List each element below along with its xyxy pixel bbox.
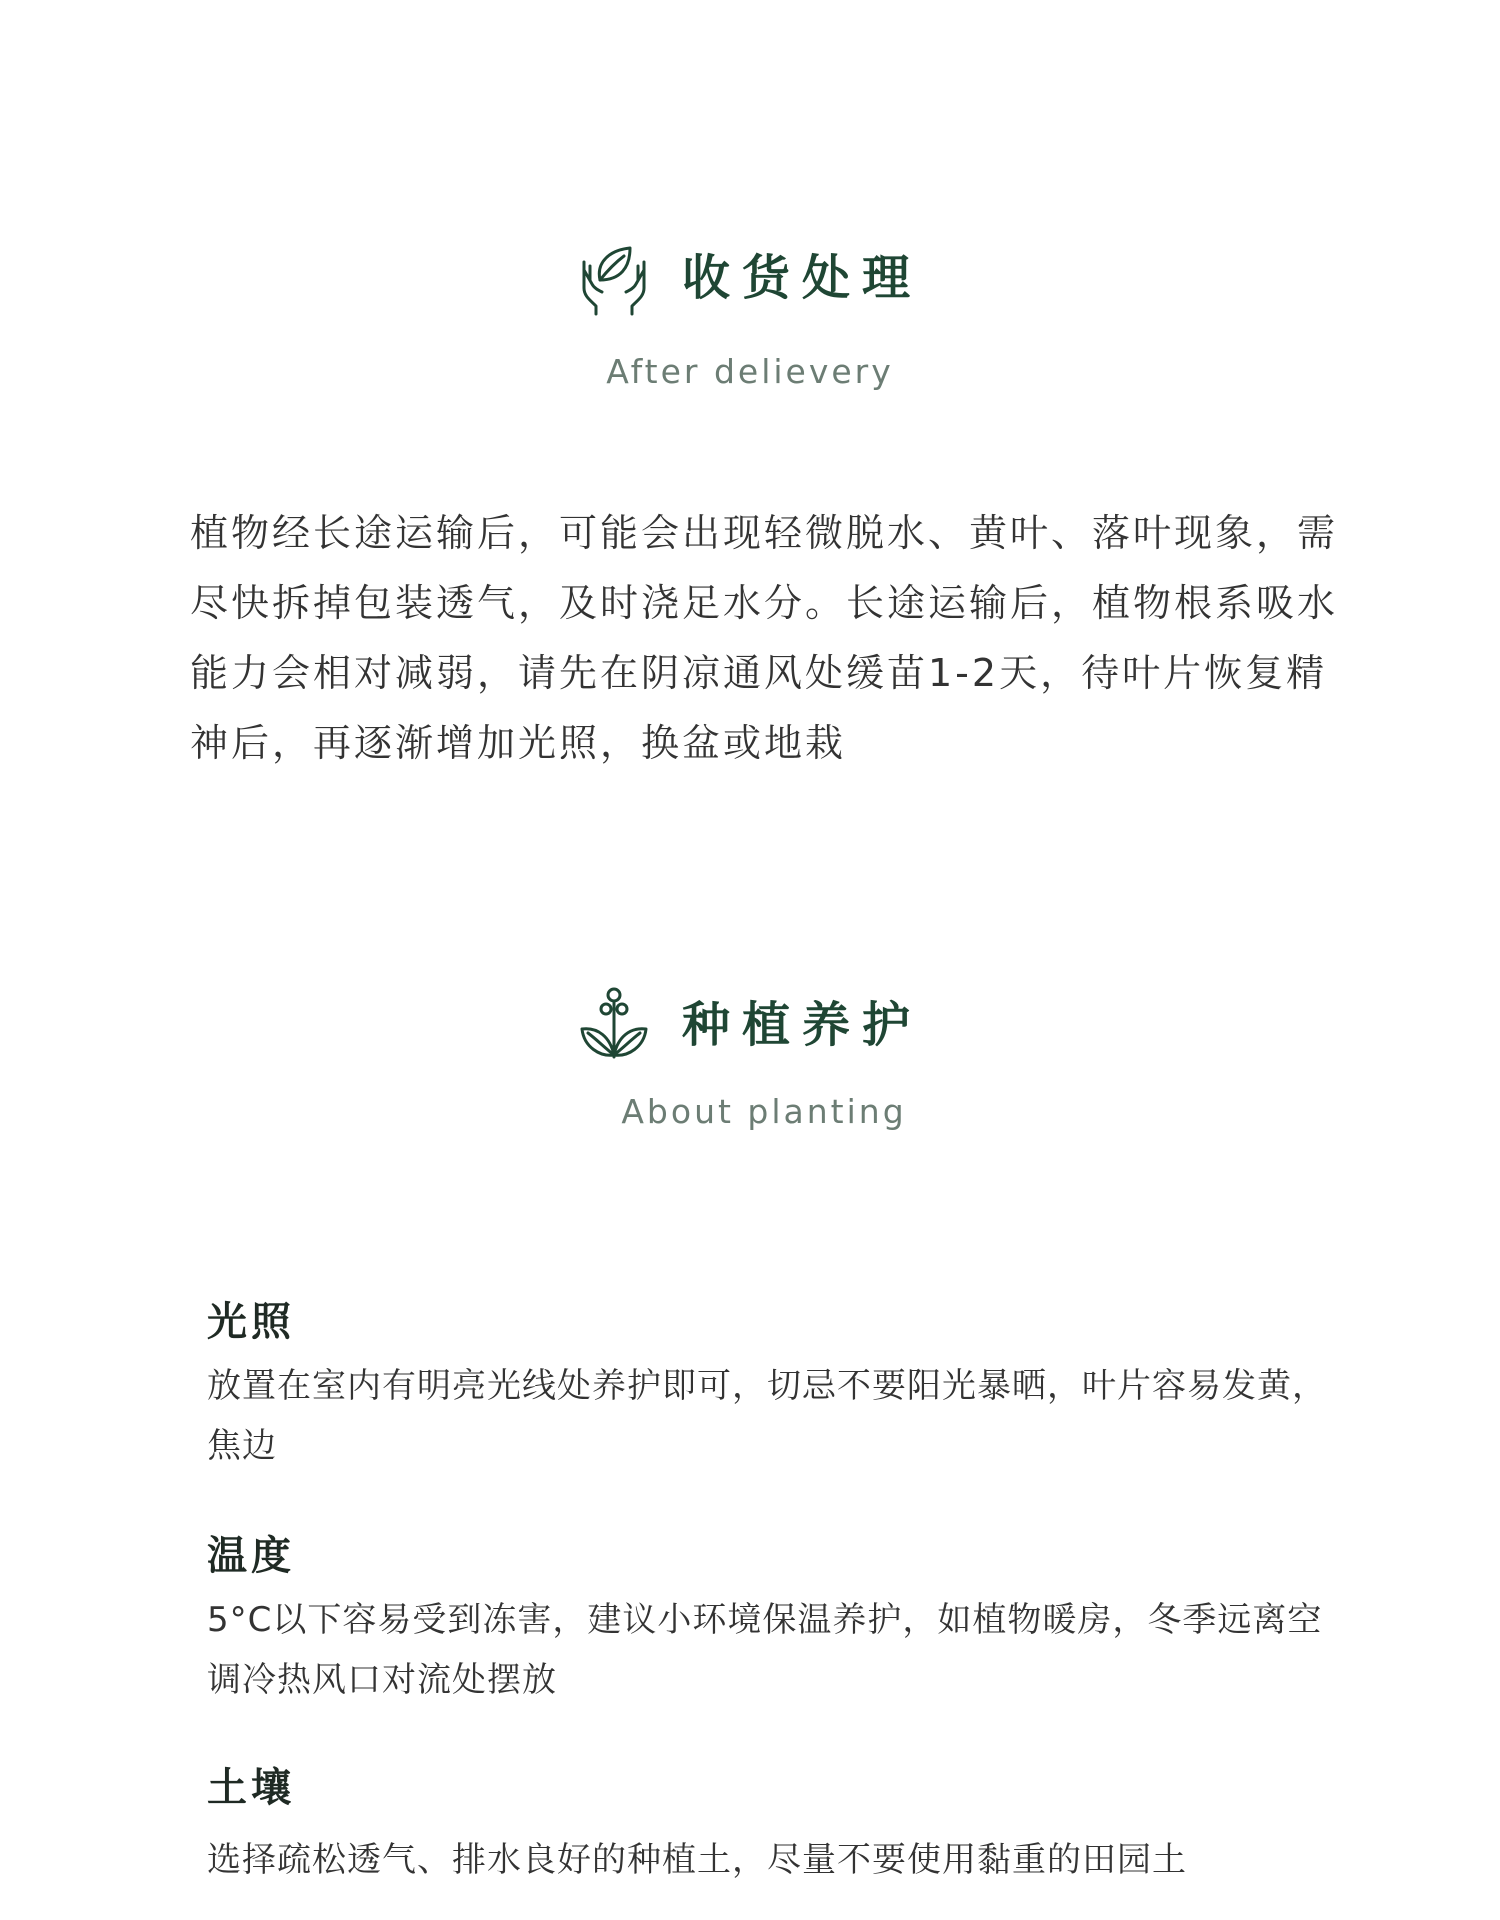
about-planting-title-row (0, 987, 1500, 1063)
care-item-soil (207, 1765, 1327, 1890)
care-item-temperature (207, 1533, 1327, 1710)
about-planting-header (0, 987, 1500, 1063)
section-title: 收货处理 (681, 250, 922, 306)
care-text: 5°C以下容易受到冻害，建议小环境保温养护，如植物暖房，冬季远离空调冷热风口对流处摆放 (207, 1600, 1323, 1700)
after-delivery-header (0, 240, 1500, 316)
section-subtitle: After delievery (606, 352, 894, 391)
section-title: 种植养护 (681, 997, 922, 1053)
care-heading: 温度 (207, 1533, 295, 1579)
section-subtitle: About planting (621, 1092, 907, 1131)
care-item-light (207, 1299, 1327, 1476)
after-delivery-title-row (0, 240, 1500, 316)
after-delivery-paragraph: 植物经长途运输后，可能会出现轻微脱水、黄叶、落叶现象，需尽快拆掉包装透气，及时浇足水分。长途运输后，植物根系吸水能力会相对减弱，请先在阴凉通风处缓苗1-2天，待叶片恢复精神后，再逐渐增加光照，换盆或地栽 (190, 511, 1339, 765)
care-heading: 光照 (207, 1299, 295, 1345)
hands-leaf-icon (578, 240, 650, 316)
care-heading: 土壤 (207, 1765, 295, 1811)
seedling-icon (578, 987, 650, 1063)
care-text: 选择疏松透气、排水良好的种植土，尽量不要使用黏重的田园土 (207, 1840, 1187, 1880)
care-text: 放置在室内有明亮光线处养护即可，切忌不要阳光暴晒，叶片容易发黄，焦边 (207, 1366, 1327, 1466)
